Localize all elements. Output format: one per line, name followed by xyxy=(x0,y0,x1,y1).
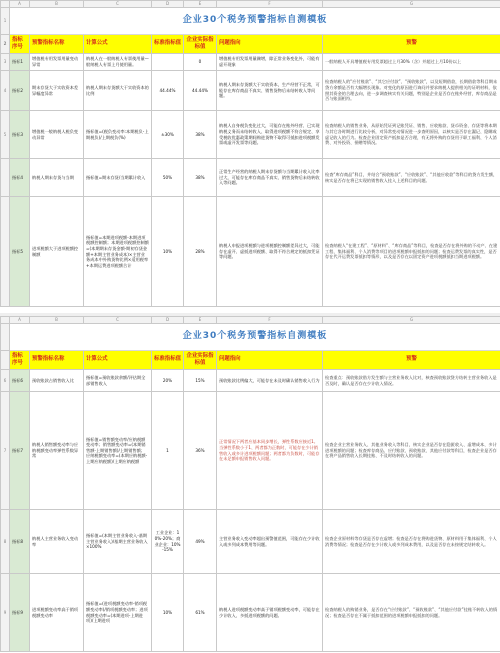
cell-warning[interactable]: 检查纳税人的“应付账款”、“其它应付款”、“预收账款”，以及短期借款，长期借款等科目期末贷方余额是否有大幅增长现象。对变化的原因进行询问并要求纳税人提供相关的证明材料，依照其资金的合理去向，进一步调查核实有关问题，特别是企业是否存在账外经营，库存商品是否与账面相符。 xyxy=(323,71,500,111)
table-row xyxy=(1,71,500,111)
header-name[interactable]: 预警指标名称 xyxy=(30,35,84,54)
cell-formula[interactable]: 指标值=销售额变动率/应纳税额变动率；销售额变动率=(本期销售额-上期销售额)/上期销售额；应纳税额变动率=(本期应纳税额-上期应纳税额)/上期应纳税额 xyxy=(84,392,152,510)
row-header[interactable]: 7 xyxy=(1,392,10,510)
column-header[interactable]: A xyxy=(10,1,30,8)
row-header[interactable]: 6 xyxy=(1,370,10,392)
column-header[interactable]: E xyxy=(184,317,217,324)
cell-actual[interactable]: 38% xyxy=(184,159,217,197)
cell-name[interactable]: 预收账款占销售收入比 xyxy=(30,370,84,392)
cell-index[interactable]: 指标9 xyxy=(10,574,30,652)
cell-issue[interactable]: 纳税人进项税额变动率高于销项税额变动率，可能存在少计收入、多抵进项税额的问题。 xyxy=(217,574,323,652)
table-row xyxy=(1,54,500,71)
cell-index[interactable]: 指标7 xyxy=(10,392,30,510)
cell-issue[interactable]: 主营业务收入变动率超出预警值范围，可能存在少计收入或多列成本费用等问题。 xyxy=(217,510,323,574)
cell-warning[interactable]: 检查企业原材料等存货是否存在虚增；检查是否存在将购进货物、原材料用于集体福利、个人消费等情况；检查是否存在少计收入或多列成本费用，以及是否存在未按规定结转收入。 xyxy=(323,510,500,574)
cell-warning[interactable]: 检查纳税人“在建工程”、“原材料”、“库存商品”等科目，检查是否存在将外购的不动产、在建工程、集体福利、个人消费等项目的进项税额申报抵扣的问题；检查运费发票的真实性，是否存在代开运费发票抵扣等情形，以及是否存在以固定资产进项税额抵扣当期进项税额。 xyxy=(323,197,500,307)
row-header[interactable]: 8 xyxy=(1,510,10,574)
cell-standard[interactable]: 44.44% xyxy=(152,71,184,111)
cell-index[interactable]: 指标5 xyxy=(10,197,30,307)
column-header[interactable]: B xyxy=(30,1,84,8)
table-row xyxy=(1,510,500,574)
cell-warning[interactable]: 检查“库存商品”科目，并结合“预收账款”、“应收账款”、“其他应收款”等科目的贷方发生额，核实是否存在将已实现的销售收入挂入上述科目的问题。 xyxy=(323,159,500,197)
header-issue[interactable]: 问题指向 xyxy=(217,35,323,54)
cell-standard[interactable]: 工业企业：10%-20%；商业企业：10%-15% xyxy=(152,510,184,574)
column-header[interactable]: F xyxy=(217,1,323,8)
title-row xyxy=(1,324,500,351)
column-header[interactable]: G xyxy=(323,1,500,8)
column-header[interactable]: A xyxy=(10,317,30,324)
header-formula[interactable]: 计算公式 xyxy=(84,351,152,370)
column-header[interactable]: F xyxy=(217,317,323,324)
table-row xyxy=(1,574,500,652)
cell-formula[interactable]: 指标值=(税负变动率:本期税负-上期税负)/上期税负(%) xyxy=(84,111,152,159)
cell-name[interactable]: 纳税人期末存货与当期 xyxy=(30,159,84,197)
cell-standard[interactable] xyxy=(152,54,184,71)
cell-warning[interactable]: 检查企业主营业务收入、其他业务收入等科目，核实企业是否存在隐匿收入、虚增成本、多计进项税额的问题；检查库存商品、应付账款、预收账款、其他应付款等科目，检查企业是否存在将产品销售收入长期挂账、不及时结转收入的问题。 xyxy=(323,392,500,510)
table-row xyxy=(1,392,500,510)
spreadsheet-top xyxy=(0,0,500,315)
cell-actual[interactable]: 44.44% xyxy=(184,71,217,111)
header-index[interactable]: 指标序号 xyxy=(10,35,30,54)
cell-index[interactable]: 指标8 xyxy=(10,510,30,574)
sheet-grid-bottom xyxy=(0,316,500,652)
cell-name[interactable]: 增值税一般纳税人税负变动异常 xyxy=(30,111,84,159)
header-row xyxy=(1,351,500,370)
column-header[interactable]: E xyxy=(184,1,217,8)
cell-name[interactable]: 增值税专用发票用量变动异常 xyxy=(30,54,84,71)
cell-formula[interactable]: 指标值=期末存货/当期累计收入 xyxy=(84,159,152,197)
cell-formula[interactable]: 纳税人在一般纳税人专票使用量—般纳税人专票上月使用量。 xyxy=(84,54,152,71)
cell-issue[interactable]: 正常生产经营的纳税人期末存货额与当期累计收入比率过大，可能存在库存商品不真实、销售货物后未结转收入等问题。 xyxy=(217,159,323,197)
cell-issue[interactable]: 纳税人自身税负变化过大，可能存在账外经营、已实现纳税义务而未结转收入、取得进项税额不符合规定、享受税收优惠政策期间购进货物不取得可抵扣进项税额发票或虚开发票等问题。 xyxy=(217,111,323,159)
cell-issue[interactable]: 纳税人申报进项税额与进项税额控制额差异过大，可能存在虚开、虚抵进项税额、取得不符合规定的抵扣凭证等问题。 xyxy=(217,197,323,307)
cell-issue[interactable]: 增值税专用发票用量骤增，除正常业务变化外，可能有虚开现象 xyxy=(217,54,323,71)
column-header-row xyxy=(1,317,500,324)
cell-issue[interactable]: 预收账款比例偏大，可能存在未及时确认销售收入行为 xyxy=(217,370,323,392)
header-row xyxy=(1,35,500,54)
header-warning[interactable]: 预警 xyxy=(323,351,500,370)
cell-actual[interactable]: 49% xyxy=(184,510,217,574)
column-header[interactable]: D xyxy=(152,317,184,324)
cell-actual[interactable]: 38% xyxy=(184,111,217,159)
cell-standard[interactable]: 10% xyxy=(152,197,184,307)
cell-actual[interactable]: 36% xyxy=(184,392,217,510)
cell-actual[interactable]: 15% xyxy=(184,370,217,392)
cell-formula[interactable]: 指标值=(进项税额变动率-销项税额变动率)/销项税额变动率；进项税额变动率=(本期进项-上期进项)/上期进项 xyxy=(84,574,152,652)
cell-standard[interactable]: 50% xyxy=(152,159,184,197)
cell-standard[interactable]: ±30% xyxy=(152,111,184,159)
select-all-corner[interactable] xyxy=(1,317,10,324)
cell-standard[interactable]: 1 xyxy=(152,392,184,510)
column-header[interactable]: D xyxy=(152,1,184,8)
cell-issue[interactable]: 正常情况下两者应基本同步增长，弹性系数应接近1。当弹性系数小于1、两者都为正数时，可能存在少计销售收入或多计进项税额问题；两者都为负数时，可能存在未足额申报销售收入问题。 xyxy=(217,392,323,510)
table-row xyxy=(1,159,500,197)
cell-issue[interactable]: 纳税人期末存货额大于实收资本，生产经营不正常，可能存在库存商品不真实、销售货物后未结转收入等问题。 xyxy=(217,71,323,111)
sheet-title[interactable]: 企业30个税务预警指标自测模板 xyxy=(10,8,500,35)
header-actual[interactable]: 企业实际指标值 xyxy=(184,35,217,54)
cell-actual[interactable]: 61% xyxy=(184,574,217,652)
row-header[interactable]: 3 xyxy=(1,54,10,71)
column-header[interactable]: B xyxy=(30,317,84,324)
header-name[interactable]: 预警指标名称 xyxy=(30,351,84,370)
header-formula[interactable]: 计算公式 xyxy=(84,35,152,54)
cell-index[interactable]: 指标2 xyxy=(10,71,30,111)
cell-name[interactable]: 进项税额变动率高于销项税额变动率 xyxy=(30,574,84,652)
column-header[interactable]: C xyxy=(84,1,152,8)
cell-name[interactable]: 进项税额大于进项税额控制额 xyxy=(30,197,84,307)
table-row xyxy=(1,197,500,307)
header-standard[interactable]: 标准指标值 xyxy=(152,351,184,370)
spreadsheet-bottom xyxy=(0,316,500,653)
column-header[interactable]: G xyxy=(323,317,500,324)
column-header[interactable]: C xyxy=(84,317,152,324)
cell-name[interactable]: 期末存货大于实收资本差异幅度异常 xyxy=(30,71,84,111)
row-header[interactable]: 9 xyxy=(1,574,10,652)
row-header[interactable]: 5 xyxy=(1,111,10,159)
row-header[interactable]: 4 xyxy=(1,71,10,111)
header-index[interactable]: 指标序号 xyxy=(10,351,30,370)
table-row xyxy=(1,111,500,159)
cell-name[interactable]: 纳税人主营业务收入变动率 xyxy=(30,510,84,574)
cell-index[interactable]: 指标6 xyxy=(10,370,30,392)
table-row xyxy=(1,370,500,392)
cell-index[interactable]: 指标3 xyxy=(10,111,30,159)
cell-index[interactable]: 指标1 xyxy=(10,54,30,71)
sheet-grid-top xyxy=(0,0,500,307)
cell-standard[interactable]: 10% xyxy=(152,574,184,652)
header-actual[interactable]: 企业实际指标值 xyxy=(184,351,217,370)
column-header-row xyxy=(1,1,500,8)
row-header[interactable]: 2 xyxy=(1,35,10,54)
cell-actual[interactable]: 0 xyxy=(184,54,217,71)
cell-formula[interactable]: 指标值=预收账款余额/评估期全部销售收入 xyxy=(84,370,152,392)
cell-warning[interactable]: 一般纳税人开具增值税专用发票超过上月30%（含）并超过上月10份以上 xyxy=(323,54,500,71)
cell-index[interactable]: 指标4 xyxy=(10,159,30,197)
header-issue[interactable]: 问题指向 xyxy=(217,351,323,370)
cell-formula[interactable]: 指标值=本期进项税额-本期进项税额控制额；本期进项税额控制额=(本期期末存货金额-期初存货金额+本期主营业务成本)×主营业务成本中外购货物比例×适用税率+本期运费进项税额合计 xyxy=(84,197,152,307)
sheet-title[interactable]: 企业30个税务预警指标自测模板 xyxy=(10,324,500,351)
cell-formula[interactable]: 纳税人期末存货额大于实收资本的比例 xyxy=(84,71,152,111)
cell-formula[interactable]: 指标值=(本期主营业务收入-基期主营业务收入)/基期主营业务收入×100% xyxy=(84,510,152,574)
cell-warning[interactable]: 检查纳税人的销售业务，从原始凭证到记账凭证、销售、应收账款、货币资金、存货等将本期与其它各时期进行比较分析，对异常变动情况进一步查明原因，以核实是否存在漏记、隐瞒或虚记收入的行为。检查企业固定资产抵扣是否合理，有无将外购的存货用于职工福利、个人消费、对外投资、捐赠等情况。 xyxy=(323,111,500,159)
select-all-corner[interactable] xyxy=(1,1,10,8)
cell-standard[interactable]: 20% xyxy=(152,370,184,392)
header-standard[interactable]: 标准指标值 xyxy=(152,35,184,54)
cell-actual[interactable]: 28% xyxy=(184,197,217,307)
row-header[interactable]: 1 xyxy=(1,8,10,35)
cell-name[interactable]: 纳税人销售额变动率与应纳税额变动率弹性系数异常 xyxy=(30,392,84,510)
title-row xyxy=(1,8,500,35)
header-warning[interactable]: 预警 xyxy=(323,35,500,54)
cell-warning[interactable]: 检查重点：预收账款借方发生额与主营业务收入比对，核查预收账款贷方结转主营业务收入是否及时，确认是否存在少计收入情况。 xyxy=(323,370,500,392)
cell-warning[interactable]: 检查纳税人的购销业务，是否存在“应付账款”、“预收账款”、“其他应付款”挂账不转收入的情况；检查是否存在不属于抵扣范围的进项税额申报抵扣的问题。 xyxy=(323,574,500,652)
